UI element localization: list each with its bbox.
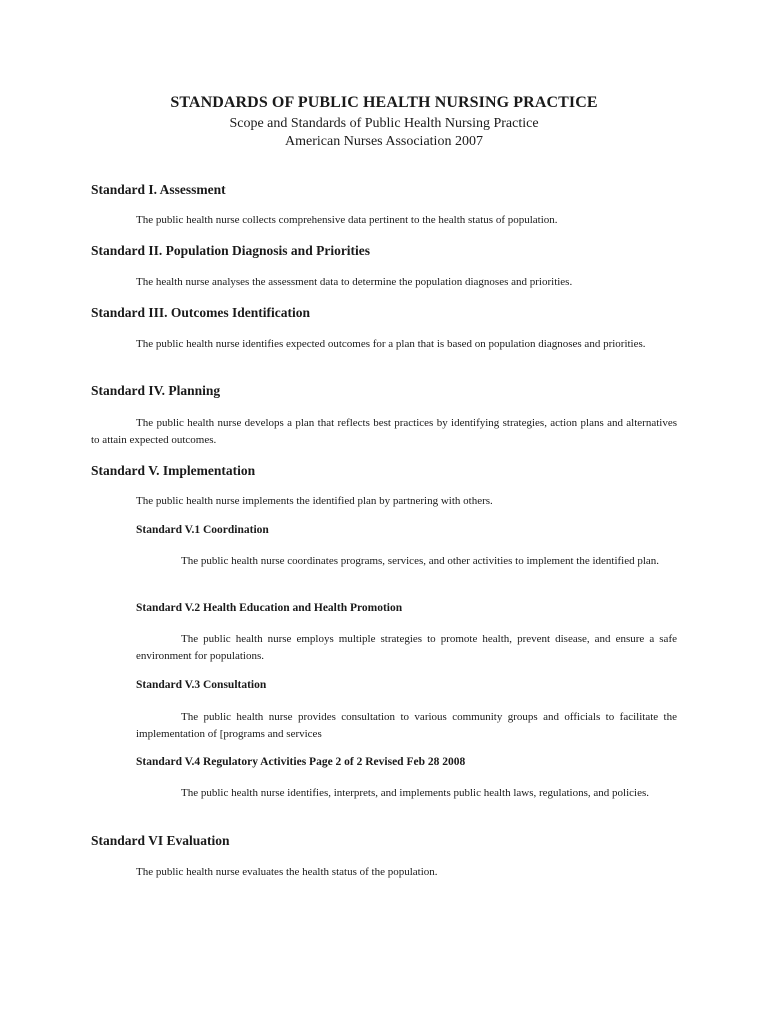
subsection-heading: Standard V.2 Health Education and Health Promotion	[136, 602, 403, 614]
section-text: The public health nurse implements the identified plan by partnering with others.	[136, 495, 493, 507]
section-heading: Standard II. Population Diagnosis and Priorities	[91, 243, 371, 258]
document-source: American Nurses Association 2007	[285, 134, 483, 149]
section-text: The public health nurse evaluates the health status of the population.	[136, 866, 438, 878]
section-text: The public health nurse collects comprehensive data pertinent to the health status of population.	[136, 214, 558, 226]
document-title: STANDARDS OF PUBLIC HEALTH NURSING PRACTICE	[170, 94, 598, 111]
section-text: The health nurse analyses the assessment data to determine the population diagnoses and priorities.	[136, 276, 573, 288]
section-text: The public health nurse identifies expected outcomes for a plan that is based on population diagnoses and priorities.	[136, 338, 646, 350]
section-heading: Standard I. Assessment	[91, 182, 226, 197]
subsection-text: The public health nurse identifies, interprets, and implements public health laws, regulations, and policies.	[181, 787, 649, 799]
subsection-heading: Standard V.1 Coordination	[136, 524, 269, 536]
section-heading: Standard IV. Planning	[91, 383, 221, 398]
subsection-text: The public health nurse coordinates programs, services, and other activities to implement the identified plan.	[181, 555, 660, 567]
section-heading: Standard V. Implementation	[91, 463, 256, 478]
section-heading: Standard VI Evaluation	[91, 833, 230, 848]
subsection-heading: Standard V.4 Regulatory Activities Page 2 of 2 Revised Feb 28 2008	[136, 756, 466, 768]
subsection-text: The public health nurse employs multiple strategies to promote health, prevent disease, and ensure a safe environment for populations.	[136, 633, 677, 662]
subsection-text: The public health nurse provides consultation to various community groups and officials to facilitate the implementation of [programs and services	[136, 711, 677, 740]
section-heading: Standard III. Outcomes Identification	[91, 305, 311, 320]
subsection-heading: Standard V.3 Consultation	[136, 679, 267, 691]
section-text: The public health nurse develops a plan that reflects best practices by identifying strategies, action plans and alternatives to attain expected outcomes.	[91, 417, 677, 446]
document-subtitle: Scope and Standards of Public Health Nursing Practice	[229, 116, 539, 131]
